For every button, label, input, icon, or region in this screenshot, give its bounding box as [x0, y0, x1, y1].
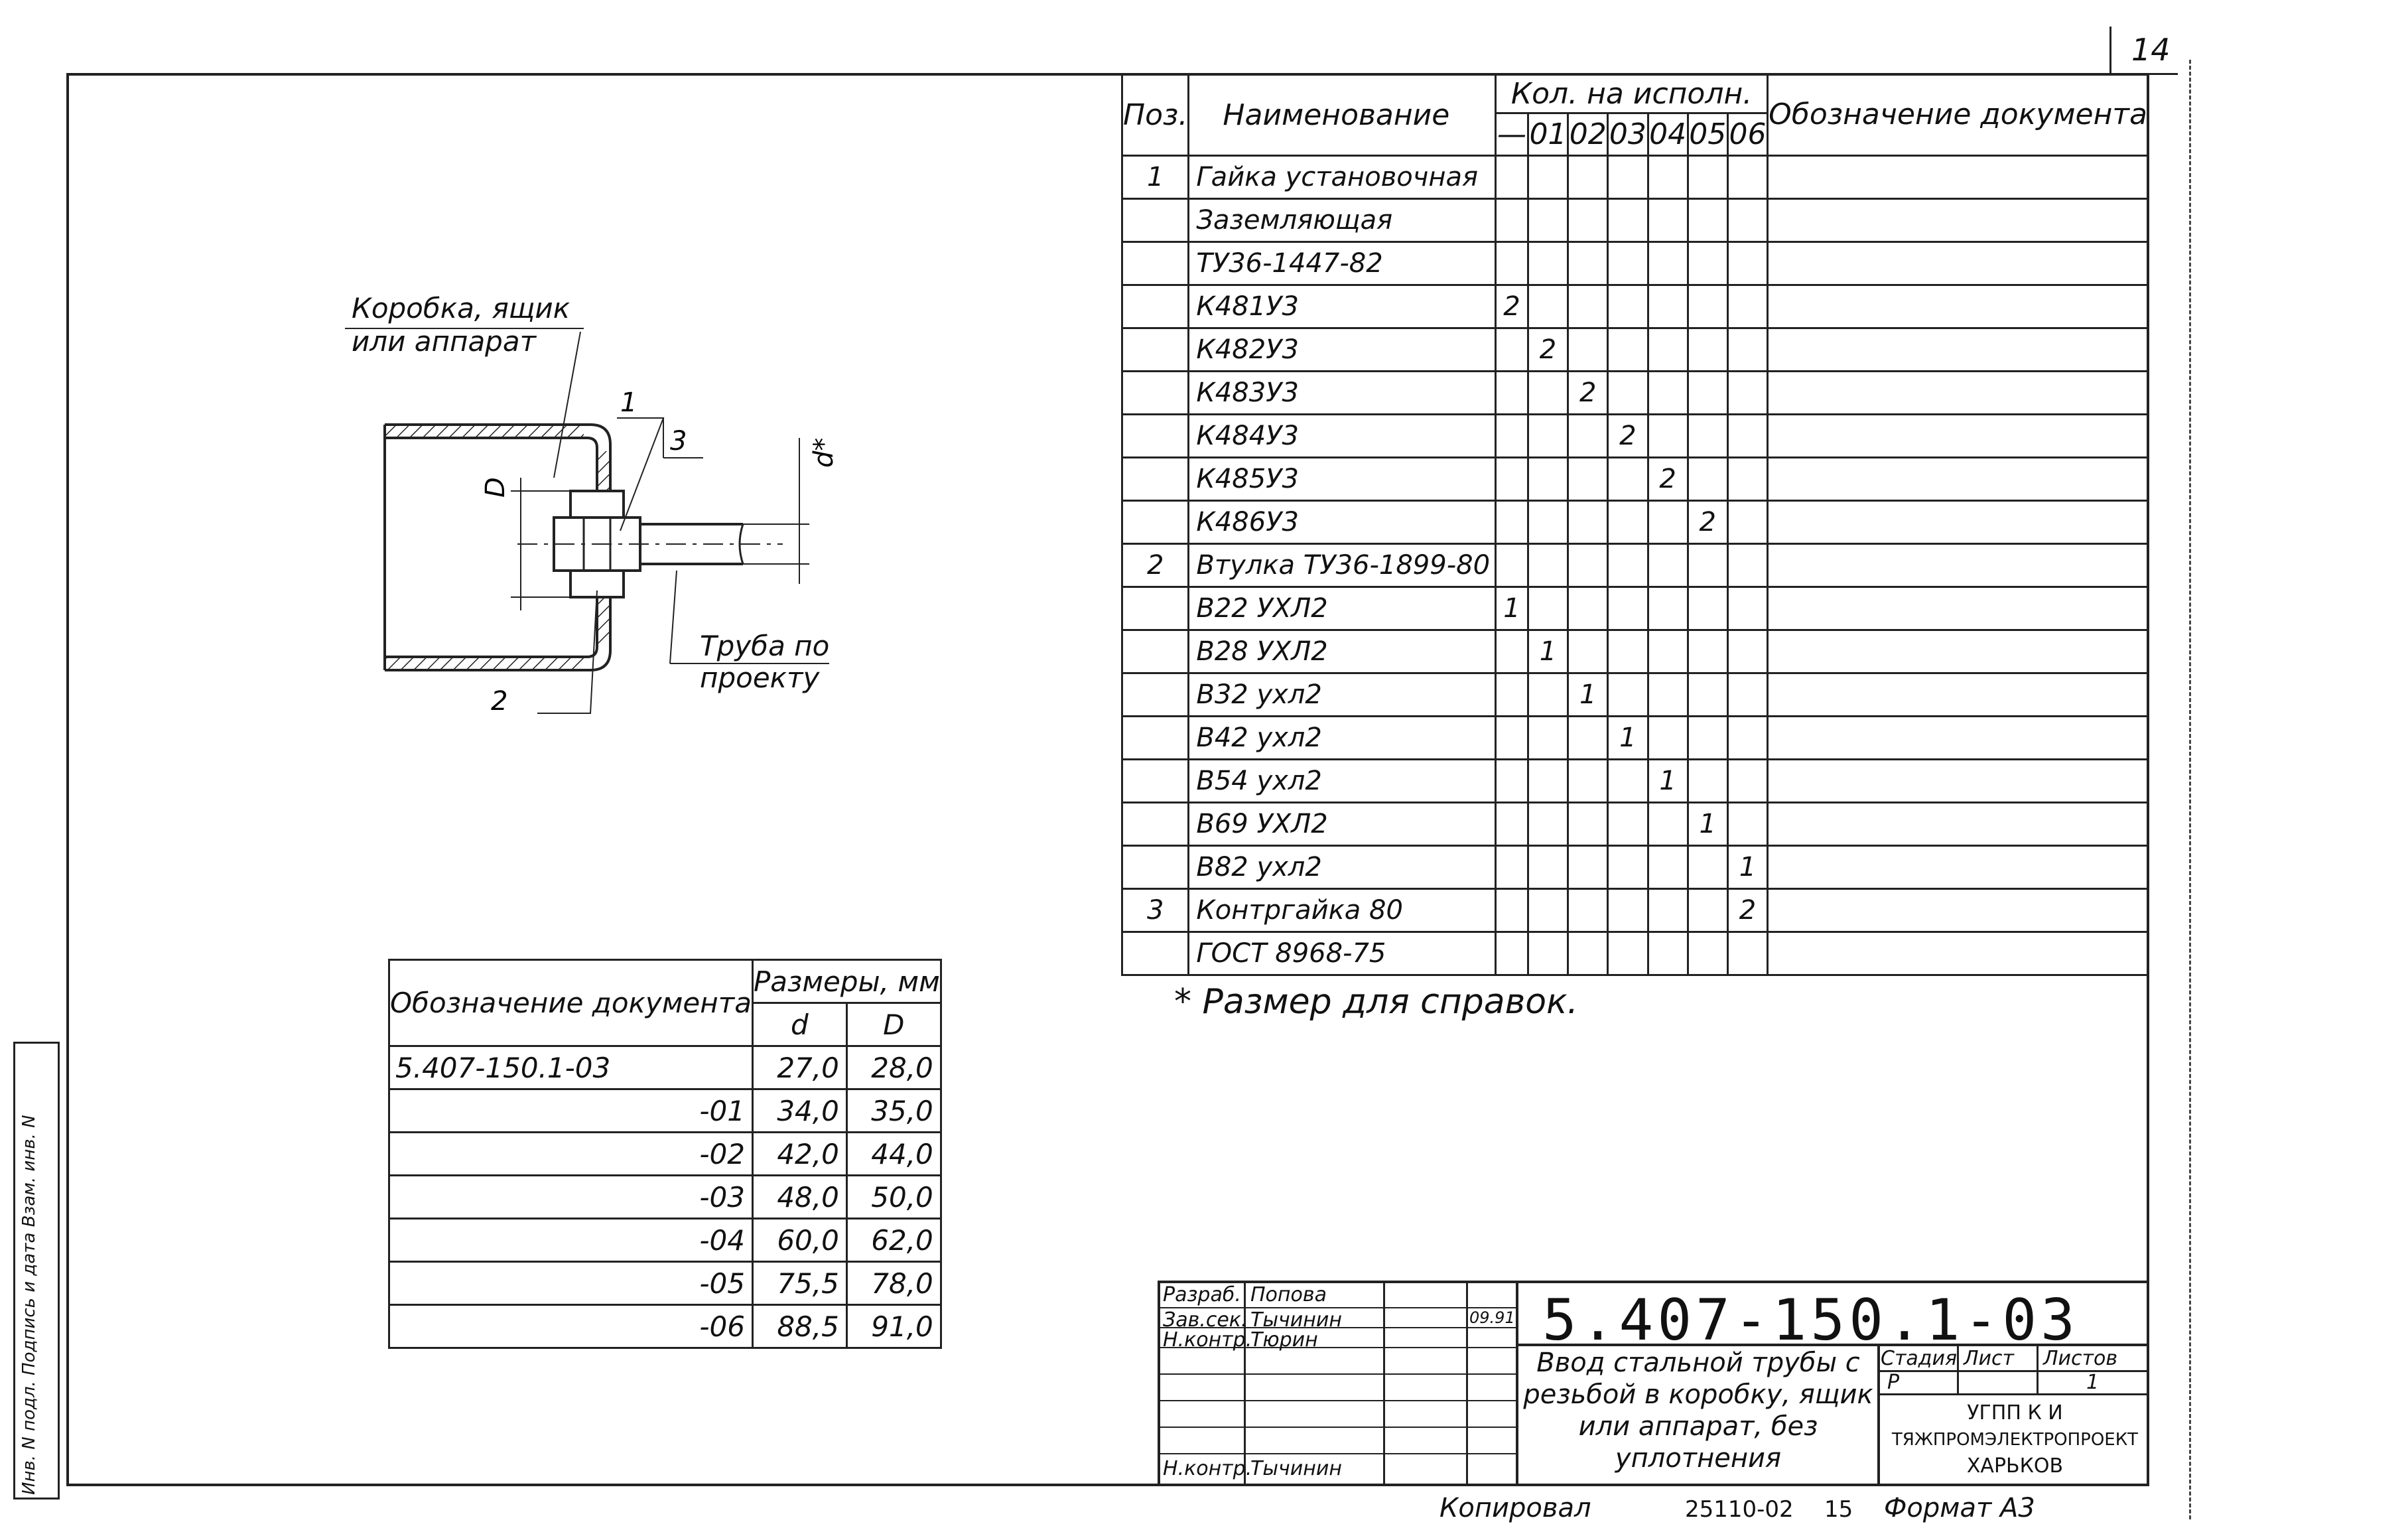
spec-name: ТУ36-1447-82 — [1189, 242, 1496, 285]
spec-qty — [1528, 199, 1568, 242]
spec-qty — [1496, 673, 1528, 717]
spec-qty — [1568, 415, 1608, 458]
spec-qty — [1496, 846, 1528, 889]
spec-qty — [1727, 501, 1767, 544]
spec-qty — [1727, 630, 1767, 673]
dims-row — [389, 1046, 941, 1089]
spec-qty — [1727, 932, 1767, 975]
spec-qty — [1528, 673, 1568, 717]
spec-qty: 1 — [1528, 630, 1568, 673]
dims-row — [389, 1262, 941, 1305]
spec-variant-head: 05 — [1688, 113, 1727, 156]
spec-qty — [1648, 242, 1688, 285]
spec-qty — [1528, 372, 1568, 415]
spec-qty — [1568, 587, 1608, 630]
spec-row — [1122, 630, 2149, 673]
spec-row — [1122, 846, 2149, 889]
spec-variant-head: 02 — [1568, 113, 1608, 156]
side-stamp-text: Инв. N подл. Подпись и дата Взам. инв. N — [19, 1115, 39, 1495]
spec-qty — [1608, 242, 1648, 285]
spec-qty — [1648, 328, 1688, 372]
label-pipe: Труба по проекту — [700, 630, 830, 694]
spec-doc — [1768, 242, 2149, 285]
spec-pos — [1122, 760, 1189, 803]
dims-d: 88,5 — [752, 1305, 846, 1348]
spec-qty — [1727, 415, 1767, 458]
tb-name-3: Тюрин — [1250, 1328, 1318, 1352]
spec-qty — [1568, 501, 1608, 544]
spec-pos: 1 — [1122, 156, 1189, 199]
spec-doc — [1768, 846, 2149, 889]
spec-qty — [1648, 673, 1688, 717]
spec-qty — [1528, 889, 1568, 932]
dims-D: 35,0 — [846, 1089, 941, 1133]
spec-row — [1122, 803, 2149, 846]
spec-name: В28 УХЛ2 — [1189, 630, 1496, 673]
spec-doc — [1768, 415, 2149, 458]
spec-row — [1122, 242, 2149, 285]
dim-D-label: D — [480, 477, 511, 498]
spec-qty — [1496, 932, 1528, 975]
spec-qty — [1608, 501, 1648, 544]
spec-qty — [1727, 587, 1767, 630]
spec-qty — [1648, 501, 1688, 544]
spec-qty — [1568, 458, 1608, 501]
spec-qty: 2 — [1568, 372, 1608, 415]
spec-doc — [1768, 372, 2149, 415]
spec-name: К483У3 — [1189, 372, 1496, 415]
spec-name: ГОСТ 8968-75 — [1189, 932, 1496, 975]
dims-D: 78,0 — [846, 1262, 941, 1305]
spec-row — [1122, 673, 2149, 717]
spec-row — [1122, 328, 2149, 372]
spec-doc — [1768, 285, 2149, 328]
spec-qty — [1496, 630, 1528, 673]
spec-qty — [1727, 760, 1767, 803]
dims-d: 48,0 — [752, 1176, 846, 1219]
spec-qty: 1 — [1568, 673, 1608, 717]
spec-qty — [1496, 199, 1528, 242]
spec-variant-head: — — [1496, 113, 1528, 156]
dims-doc: -01 — [389, 1089, 753, 1133]
spec-name: В82 ухл2 — [1189, 846, 1496, 889]
spec-row — [1122, 372, 2149, 415]
spec-qty — [1727, 717, 1767, 760]
doc-title: Ввод стальной трубы с резьбой в коробку, ящик или аппарат, без уплотнения — [1523, 1348, 1873, 1474]
spec-qty — [1608, 673, 1648, 717]
format-label: Формат А3 — [1884, 1493, 2035, 1523]
spec-pos — [1122, 501, 1189, 544]
tb-name-4: Тычинин — [1250, 1457, 1342, 1480]
spec-variant-head: 03 — [1608, 113, 1648, 156]
spec-doc — [1768, 458, 2149, 501]
spec-row — [1122, 587, 2149, 630]
spec-row — [1122, 199, 2149, 242]
spec-qty — [1608, 372, 1648, 415]
spec-qty — [1688, 673, 1727, 717]
footnote: * Размер для справок. — [1174, 982, 1579, 1022]
spec-qty: 1 — [1496, 587, 1528, 630]
spec-qty — [1688, 630, 1727, 673]
spec-qty — [1688, 760, 1727, 803]
dims-doc: -06 — [389, 1305, 753, 1348]
spec-qty — [1608, 156, 1648, 199]
tb-date-2: 09.91 — [1469, 1308, 1515, 1327]
tb-role-1: Разраб. — [1163, 1283, 1241, 1306]
spec-doc — [1768, 156, 2149, 199]
label-box: Коробка, ящик или аппарат — [352, 292, 570, 358]
spec-qty: 2 — [1496, 285, 1528, 328]
dims-doc: -03 — [389, 1176, 753, 1219]
spec-pos — [1122, 932, 1189, 975]
spec-table — [1121, 73, 2149, 976]
spec-qty — [1528, 846, 1568, 889]
spec-head-name: Наименование — [1189, 74, 1496, 156]
spec-qty — [1727, 673, 1767, 717]
spec-pos — [1122, 803, 1189, 846]
dims-row — [389, 1305, 941, 1348]
spec-name: К482У3 — [1189, 328, 1496, 372]
side-stamp — [13, 1042, 60, 1499]
spec-qty — [1608, 889, 1648, 932]
spec-qty — [1568, 846, 1608, 889]
dims-d: 42,0 — [752, 1133, 846, 1176]
dims-row — [389, 1219, 941, 1262]
spec-doc — [1768, 760, 2149, 803]
page-number: 14 — [2131, 32, 2171, 68]
spec-qty — [1727, 328, 1767, 372]
spec-qty — [1688, 285, 1727, 328]
spec-qty: 1 — [1688, 803, 1727, 846]
spec-qty — [1727, 199, 1767, 242]
dims-head-D: D — [846, 1003, 941, 1046]
dims-d: 75,5 — [752, 1262, 846, 1305]
spec-pos — [1122, 415, 1189, 458]
spec-doc — [1768, 673, 2149, 717]
spec-qty — [1648, 156, 1688, 199]
dims-row — [389, 1176, 941, 1219]
spec-row — [1122, 760, 2149, 803]
spec-name: В54 ухл2 — [1189, 760, 1496, 803]
spec-qty — [1568, 328, 1608, 372]
spec-qty — [1648, 199, 1688, 242]
spec-pos — [1122, 630, 1189, 673]
spec-name: К486У3 — [1189, 501, 1496, 544]
dims-row — [389, 1133, 941, 1176]
dims-D: 91,0 — [846, 1305, 941, 1348]
spec-qty — [1608, 760, 1648, 803]
spec-qty — [1496, 328, 1528, 372]
spec-qty — [1496, 242, 1528, 285]
spec-name: В42 ухл2 — [1189, 717, 1496, 760]
spec-qty — [1688, 846, 1727, 889]
spec-qty — [1528, 932, 1568, 975]
spec-doc — [1768, 717, 2149, 760]
org-block — [1881, 1400, 2149, 1480]
spec-qty — [1528, 458, 1568, 501]
spec-doc — [1768, 544, 2149, 587]
spec-qty — [1528, 501, 1568, 544]
spec-row — [1122, 932, 2149, 975]
spec-qty — [1648, 415, 1688, 458]
copied-by: Копировал — [1439, 1493, 1591, 1523]
spec-qty — [1648, 630, 1688, 673]
doc-number: 5.407-150.1-03 — [1542, 1287, 2079, 1354]
tb-role-4: Н.контр. — [1163, 1457, 1252, 1480]
spec-qty — [1727, 372, 1767, 415]
spec-qty — [1568, 889, 1608, 932]
spec-qty — [1528, 242, 1568, 285]
stage-label: Стадия — [1881, 1347, 1958, 1370]
spec-qty: 2 — [1648, 458, 1688, 501]
spec-qty — [1688, 372, 1727, 415]
spec-qty — [1496, 458, 1528, 501]
spec-qty: 2 — [1727, 889, 1767, 932]
org-line-2: ТЯЖПРОМЭЛЕКТРОПРОЕКТ — [1891, 1430, 2139, 1450]
spec-qty — [1496, 501, 1528, 544]
spec-qty — [1727, 242, 1767, 285]
spec-qty — [1688, 415, 1727, 458]
callout-1: 1 — [620, 387, 637, 418]
spec-name: К485У3 — [1189, 458, 1496, 501]
spec-qty — [1568, 544, 1608, 587]
spec-qty — [1727, 458, 1767, 501]
spec-name: Контргайка 80 — [1189, 889, 1496, 932]
spec-qty — [1608, 285, 1648, 328]
spec-row — [1122, 889, 2149, 932]
spec-pos — [1122, 328, 1189, 372]
tb-name-2: Тычинин — [1250, 1308, 1342, 1332]
spec-qty — [1528, 803, 1568, 846]
spec-pos — [1122, 285, 1189, 328]
dims-D: 62,0 — [846, 1219, 941, 1262]
spec-doc — [1768, 328, 2149, 372]
spec-doc — [1768, 587, 2149, 630]
spec-variant-head: 04 — [1648, 113, 1688, 156]
spec-qty — [1608, 458, 1648, 501]
dims-head-doc: Обозначение документа — [389, 960, 753, 1046]
spec-pos: 3 — [1122, 889, 1189, 932]
page-number-box — [2109, 27, 2178, 75]
spec-name: В32 ухл2 — [1189, 673, 1496, 717]
dims-doc: -02 — [389, 1133, 753, 1176]
spec-qty: 2 — [1528, 328, 1568, 372]
spec-qty — [1496, 156, 1528, 199]
dims-d: 27,0 — [752, 1046, 846, 1089]
spec-pos — [1122, 717, 1189, 760]
sheet-15: 15 — [1824, 1496, 1853, 1523]
spec-pos: 2 — [1122, 544, 1189, 587]
spec-qty — [1528, 717, 1568, 760]
spec-qty — [1608, 328, 1648, 372]
spec-qty — [1648, 803, 1688, 846]
spec-qty — [1568, 717, 1608, 760]
dim-d-label: d* — [809, 437, 839, 468]
spec-qty — [1608, 544, 1648, 587]
spec-qty — [1608, 932, 1648, 975]
stage-value: Р — [1887, 1371, 1900, 1394]
tb-role-2: Зав.сек. — [1163, 1308, 1248, 1332]
dims-table — [388, 959, 942, 1349]
spec-qty — [1496, 889, 1528, 932]
spec-qty — [1528, 285, 1568, 328]
spec-doc — [1768, 501, 2149, 544]
spec-qty — [1608, 199, 1648, 242]
spec-qty — [1568, 199, 1608, 242]
spec-doc — [1768, 199, 2149, 242]
spec-qty — [1496, 803, 1528, 846]
spec-qty — [1688, 587, 1727, 630]
spec-qty — [1528, 415, 1568, 458]
order-number: 25110-02 — [1685, 1496, 1794, 1523]
spec-pos — [1122, 587, 1189, 630]
spec-name: В69 УХЛ2 — [1189, 803, 1496, 846]
spec-qty: 1 — [1648, 760, 1688, 803]
spec-qty — [1568, 156, 1608, 199]
spec-qty — [1688, 328, 1727, 372]
spec-name: В22 УХЛ2 — [1189, 587, 1496, 630]
spec-row — [1122, 285, 2149, 328]
callout-3: 3 — [670, 426, 687, 456]
spec-qty — [1727, 544, 1767, 587]
spec-qty — [1688, 242, 1727, 285]
spec-qty — [1496, 717, 1528, 760]
spec-qty: 2 — [1688, 501, 1727, 544]
sheets-label: Листов — [2043, 1347, 2118, 1370]
spec-row — [1122, 717, 2149, 760]
spec-row — [1122, 458, 2149, 501]
spec-qty — [1688, 932, 1727, 975]
spec-qty — [1648, 889, 1688, 932]
dims-row — [389, 1089, 941, 1133]
tb-role-3: Н.контр. — [1163, 1328, 1252, 1352]
spec-pos — [1122, 673, 1189, 717]
spec-qty — [1608, 846, 1648, 889]
spec-row — [1122, 501, 2149, 544]
spec-qty — [1568, 285, 1608, 328]
spec-variant-head: 01 — [1528, 113, 1568, 156]
dims-head-d: d — [752, 1003, 846, 1046]
spec-qty — [1688, 889, 1727, 932]
spec-qty — [1648, 717, 1688, 760]
dims-doc: -05 — [389, 1262, 753, 1305]
spec-pos — [1122, 846, 1189, 889]
spec-qty — [1528, 544, 1568, 587]
org-line-3: ХАРЬКОВ — [1966, 1454, 2064, 1478]
sheet-label: Лист — [1964, 1347, 2015, 1370]
dims-d: 60,0 — [752, 1219, 846, 1262]
spec-qty — [1528, 587, 1568, 630]
spec-doc — [1768, 932, 2149, 975]
spec-qty — [1648, 932, 1688, 975]
dims-D: 44,0 — [846, 1133, 941, 1176]
spec-head-doc: Обозначение документа — [1768, 74, 2149, 156]
tb-name-1: Попова — [1250, 1283, 1327, 1306]
spec-name: К484У3 — [1189, 415, 1496, 458]
spec-qty — [1688, 717, 1727, 760]
spec-qty — [1568, 803, 1608, 846]
spec-qty — [1688, 199, 1727, 242]
spec-qty — [1688, 458, 1727, 501]
spec-qty — [1648, 372, 1688, 415]
spec-qty — [1648, 846, 1688, 889]
spec-qty: 1 — [1727, 846, 1767, 889]
spec-name: Втулка ТУ36-1899-80 — [1189, 544, 1496, 587]
spec-qty — [1568, 242, 1608, 285]
spec-qty: 1 — [1608, 717, 1648, 760]
spec-variant-head: 06 — [1727, 113, 1767, 156]
spec-row — [1122, 415, 2149, 458]
dims-doc: 5.407-150.1-03 — [389, 1046, 753, 1089]
spec-qty — [1496, 544, 1528, 587]
callout-2: 2 — [491, 686, 508, 717]
spec-doc — [1768, 889, 2149, 932]
spec-qty — [1608, 803, 1648, 846]
spec-qty — [1727, 285, 1767, 328]
dims-doc: -04 — [389, 1219, 753, 1262]
spec-pos — [1122, 199, 1189, 242]
spec-qty — [1608, 587, 1648, 630]
spec-qty — [1496, 760, 1528, 803]
spec-qty — [1688, 156, 1727, 199]
spec-pos — [1122, 372, 1189, 415]
margin-line — [2189, 60, 2195, 1519]
spec-qty — [1727, 156, 1767, 199]
org-line-1: УГПП К И — [1967, 1401, 2063, 1425]
spec-row — [1122, 156, 2149, 199]
spec-head-qty: Кол. на исполн. — [1496, 74, 1768, 113]
spec-head-pos: Поз. — [1122, 74, 1189, 156]
title-block — [1158, 1281, 2149, 1486]
spec-qty — [1688, 544, 1727, 587]
spec-row — [1122, 544, 2149, 587]
spec-qty — [1528, 760, 1568, 803]
spec-pos — [1122, 242, 1189, 285]
spec-qty — [1608, 630, 1648, 673]
spec-doc — [1768, 803, 2149, 846]
dims-d: 34,0 — [752, 1089, 846, 1133]
spec-name: К481У3 — [1189, 285, 1496, 328]
spec-qty — [1568, 932, 1608, 975]
spec-qty — [1496, 372, 1528, 415]
spec-qty — [1648, 587, 1688, 630]
dims-D: 28,0 — [846, 1046, 941, 1089]
spec-qty — [1727, 803, 1767, 846]
spec-qty — [1496, 415, 1528, 458]
spec-name: Заземляющая — [1189, 199, 1496, 242]
spec-qty — [1648, 285, 1688, 328]
sheets-value: 1 — [2086, 1371, 2100, 1394]
spec-qty — [1528, 156, 1568, 199]
spec-qty — [1568, 760, 1608, 803]
dims-D: 50,0 — [846, 1176, 941, 1219]
spec-qty: 2 — [1608, 415, 1648, 458]
spec-name: Гайка установочная — [1189, 156, 1496, 199]
dims-head-sizes: Размеры, мм — [752, 960, 941, 1003]
spec-qty — [1568, 630, 1608, 673]
spec-qty — [1648, 544, 1688, 587]
spec-pos — [1122, 458, 1189, 501]
spec-doc — [1768, 630, 2149, 673]
